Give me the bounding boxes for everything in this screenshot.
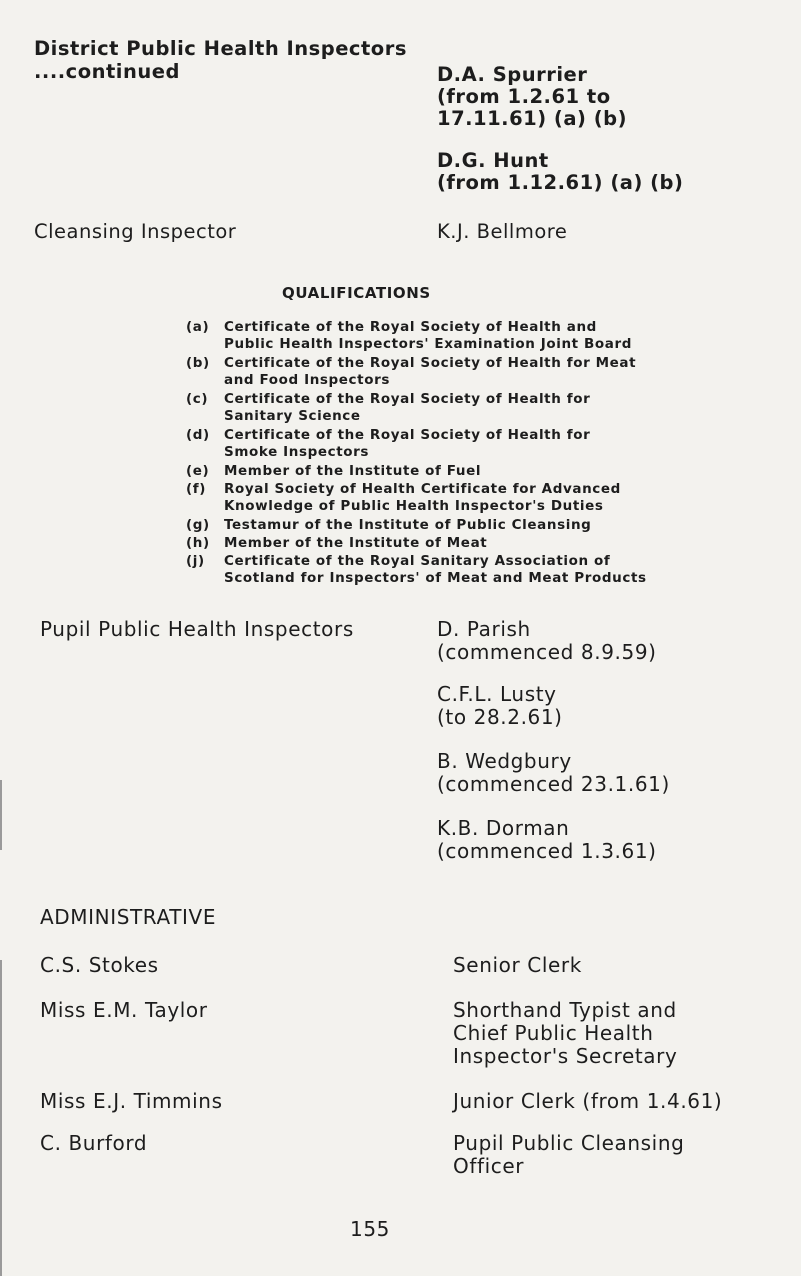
staff-role-line: Officer xyxy=(453,1154,525,1178)
pupil-name: K.B. Dorman xyxy=(437,816,570,840)
cleansing-role: Cleansing Inspector xyxy=(34,220,237,243)
qualification-letter: (j) xyxy=(186,553,205,569)
qualification-letter: (d) xyxy=(186,427,210,443)
section-title-continued: ....continued xyxy=(34,60,180,83)
qualification-letter: (h) xyxy=(186,535,210,551)
qualification-text: Testamur of the Institute of Public Cleansing xyxy=(224,517,592,533)
staff-role-line: Junior Clerk (from 1.4.61) xyxy=(453,1089,723,1113)
qualification-text: Smoke Inspectors xyxy=(224,444,370,460)
staff-role xyxy=(453,999,677,1068)
qualification-text: Member of the Institute of Fuel xyxy=(224,463,482,479)
pupil-entry xyxy=(437,817,657,863)
inspector-detail: 17.11.61) (a) (b) xyxy=(437,107,627,130)
cleansing-name: K.J. Bellmore xyxy=(437,220,568,243)
staff-role-line: Pupil Public Cleansing xyxy=(453,1131,685,1155)
staff-role xyxy=(453,1132,684,1178)
inspector-name: D.A. Spurrier xyxy=(437,63,588,86)
pupil-name: B. Wedgbury xyxy=(437,749,572,773)
staff-role-line: Chief Public Health xyxy=(453,1021,654,1045)
staff-name: Miss E.J. Timmins xyxy=(40,1089,223,1113)
qualification-text: Certificate of the Royal Society of Health for xyxy=(224,427,591,443)
qualification-text: Scotland for Inspectors' of Meat and Meat Products xyxy=(224,570,647,586)
qualification-letter: (c) xyxy=(186,391,209,407)
qualification-text: Certificate of the Royal Society of Health and xyxy=(224,319,597,335)
qualification-text: Sanitary Science xyxy=(224,408,361,424)
staff-role-line: Inspector's Secretary xyxy=(453,1044,678,1068)
pupil-detail: (to 28.2.61) xyxy=(437,705,563,729)
qualification-text: Public Health Inspectors' Examination Joint Board xyxy=(224,336,633,352)
qualification-text: Royal Society of Health Certificate for Advanced xyxy=(224,481,621,497)
page-number: 155 xyxy=(350,1217,390,1241)
pupil-detail: (commenced 8.9.59) xyxy=(437,640,657,664)
pupil-entry xyxy=(437,618,657,664)
pupil-name: D. Parish xyxy=(437,617,531,641)
qualification-text: Certificate of the Royal Society of Health for Meat xyxy=(224,355,637,371)
qualifications-heading: QUALIFICATIONS xyxy=(282,284,431,302)
qualification-text: Certificate of the Royal Society of Health for xyxy=(224,391,591,407)
pupil-entry xyxy=(437,683,563,729)
inspector-name: D.G. Hunt xyxy=(437,149,549,172)
staff-name: C.S. Stokes xyxy=(40,953,159,977)
scan-edge-mark xyxy=(0,960,2,1276)
section-title: District Public Health Inspectors xyxy=(34,37,407,60)
inspector-detail: (from 1.2.61 to xyxy=(437,85,611,108)
pupil-detail: (commenced 23.1.61) xyxy=(437,772,670,796)
pupil-entry xyxy=(437,750,670,796)
pupil-name: C.F.L. Lusty xyxy=(437,682,557,706)
qualification-text: Member of the Institute of Meat xyxy=(224,535,488,551)
qualification-letter: (b) xyxy=(186,355,210,371)
inspector-entry xyxy=(437,64,627,130)
administrative-heading: ADMINISTRATIVE xyxy=(40,905,217,929)
staff-role-line: Shorthand Typist and xyxy=(453,998,677,1022)
inspector-entry xyxy=(437,150,683,194)
qualification-text: Knowledge of Public Health Inspector's Duties xyxy=(224,498,604,514)
staff-role-line: Senior Clerk xyxy=(453,953,582,977)
qualification-letter: (a) xyxy=(186,319,210,335)
pupil-detail: (commenced 1.3.61) xyxy=(437,839,657,863)
staff-name: C. Burford xyxy=(40,1131,148,1155)
qualification-text: Certificate of the Royal Sanitary Association of xyxy=(224,553,611,569)
qualification-letter: (f) xyxy=(186,481,207,497)
qualification-letter: (e) xyxy=(186,463,210,479)
pupils-role: Pupil Public Health Inspectors xyxy=(40,617,354,641)
staff-role xyxy=(453,954,582,977)
staff-role xyxy=(453,1090,722,1113)
qualification-letter: (g) xyxy=(186,517,210,533)
staff-name: Miss E.M. Taylor xyxy=(40,998,208,1022)
inspector-detail: (from 1.12.61) (a) (b) xyxy=(437,171,684,194)
scan-edge-mark xyxy=(0,780,2,850)
qualification-text: and Food Inspectors xyxy=(224,372,390,388)
